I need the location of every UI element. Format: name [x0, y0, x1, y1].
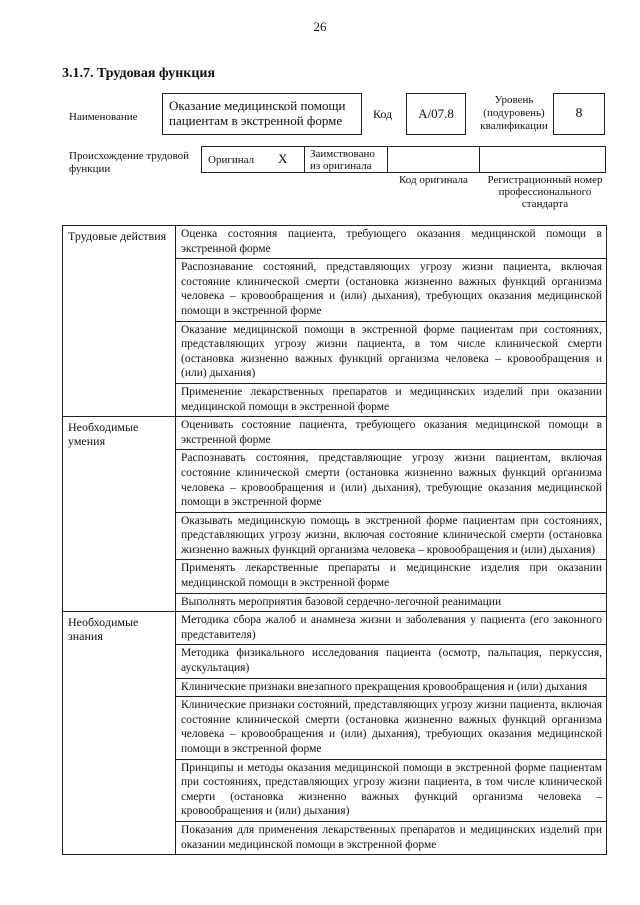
list-item: Распознавание состояний, представляющих угрозу жизни пациента, включая состояние клинической смерти (остановка жизненно важных функций организма человека – кровообращения и (или) дыхания), требующих оказания медицинской помощи в экстренной форме	[176, 258, 606, 320]
section-items	[176, 226, 607, 417]
origin-label: Происхождение трудовой функции	[69, 150, 190, 175]
section-items	[176, 417, 607, 612]
section-row	[63, 417, 607, 612]
section-items	[176, 612, 607, 855]
list-item: Применение лекарственных препаратов и медицинских изделий при оказании медицинской помощи в экстренной форме	[176, 383, 606, 416]
section-label: Необходимые умения	[63, 417, 176, 612]
list-item: Показания для применения лекарственных препаратов и медицинских изделий при оказании медицинской помощи в экстренной форме	[176, 821, 606, 854]
list-item: Клинические признаки внезапного прекращения кровообращения и (или) дыхания	[176, 678, 606, 697]
list-item: Принципы и методы оказания медицинской помощи в экстренной форме пациентам при состояниях, представляющих угрозу жизни пациента, в том числе клинической смерти (остановка жизненно важных функций организма человека – кровообращения и (или) дыхания)	[176, 759, 606, 821]
origin-row	[201, 146, 606, 173]
section-label: Трудовые действия	[63, 226, 176, 417]
list-item: Применять лекарственные препараты и медицинские изделия при оказании медицинской помощи в экстренной форме	[176, 559, 606, 592]
list-item: Оказание медицинской помощи в экстренной форме пациентам при состояниях, представляющих угрозу жизни пациента, в том числе клинической смерти (остановка жизненно важных функций организма человека – кровообращения и (или) дыхания)	[176, 321, 606, 383]
code-original-caption: Код оригинала	[399, 174, 468, 186]
registration-number-cell	[480, 147, 605, 172]
original-mark: X	[278, 151, 288, 166]
code-label: Код	[373, 107, 393, 121]
list-item: Методика физикального исследования пациента (осмотр, пальпация, перкуссия, аускультация)	[176, 644, 606, 677]
list-item: Клинические признаки состояний, представляющих угрозу жизни пациента, включая состояние клинической смерти (остановка жизненно важных функций организма человека – кровообращения и (или) дыхания), требующих оказания медицинской помощи в экстренной форме	[176, 696, 606, 758]
original-label: Оригинал	[208, 154, 255, 166]
borrowed-cell	[305, 147, 388, 172]
function-name-box: Оказание медицинской помощи пациентам в экстренной форме	[162, 93, 362, 135]
section-row	[63, 226, 607, 417]
qualification-level-label: Уровень (подуровень) квалификации	[480, 94, 548, 132]
name-label: Наименование	[69, 111, 138, 123]
registration-number-caption: Регистрационный номер профессионального стандарта	[487, 174, 603, 210]
list-item: Оказывать медицинскую помощь в экстренной форме пациентам при состояниях, представляющих угрозу жизни, включая состояние клинической смерти (остановка жизненно важных функций организма человека – кровообращения и (или) дыхания)	[176, 512, 606, 560]
list-item: Выполнять мероприятия базовой сердечно-легочной реанимации	[176, 593, 606, 612]
code-original-cell	[388, 147, 480, 172]
section-title: 3.1.7. Трудовая функция	[62, 66, 216, 81]
page-number: 26	[313, 19, 327, 34]
list-item: Распознавать состояния, представляющие угрозу жизни пациентам, включая состояние клинической смерти (остановка жизненно важных функций организма человека – кровообращения и (или) дыхания), требующие оказания медицинской помощи в экстренной форме	[176, 449, 606, 511]
borrowed-label: Заимствовано из оригинала	[310, 148, 375, 172]
original-cell	[202, 147, 305, 172]
code-value-box: А/07.8	[406, 93, 466, 135]
section-label: Необходимые знания	[63, 612, 176, 855]
list-item: Оценивать состояние пациента, требующего оказания медицинской помощи в экстренной форме	[181, 419, 602, 446]
requirements-table	[62, 225, 607, 855]
list-item: Оценка состояния пациента, требующего оказания медицинской помощи в экстренной форме	[181, 228, 602, 255]
section-row	[63, 612, 607, 855]
list-item: Методика сбора жалоб и анамнеза жизни и заболевания у пациента (его законного представителя)	[181, 614, 602, 641]
qualification-level-box: 8	[553, 93, 605, 135]
